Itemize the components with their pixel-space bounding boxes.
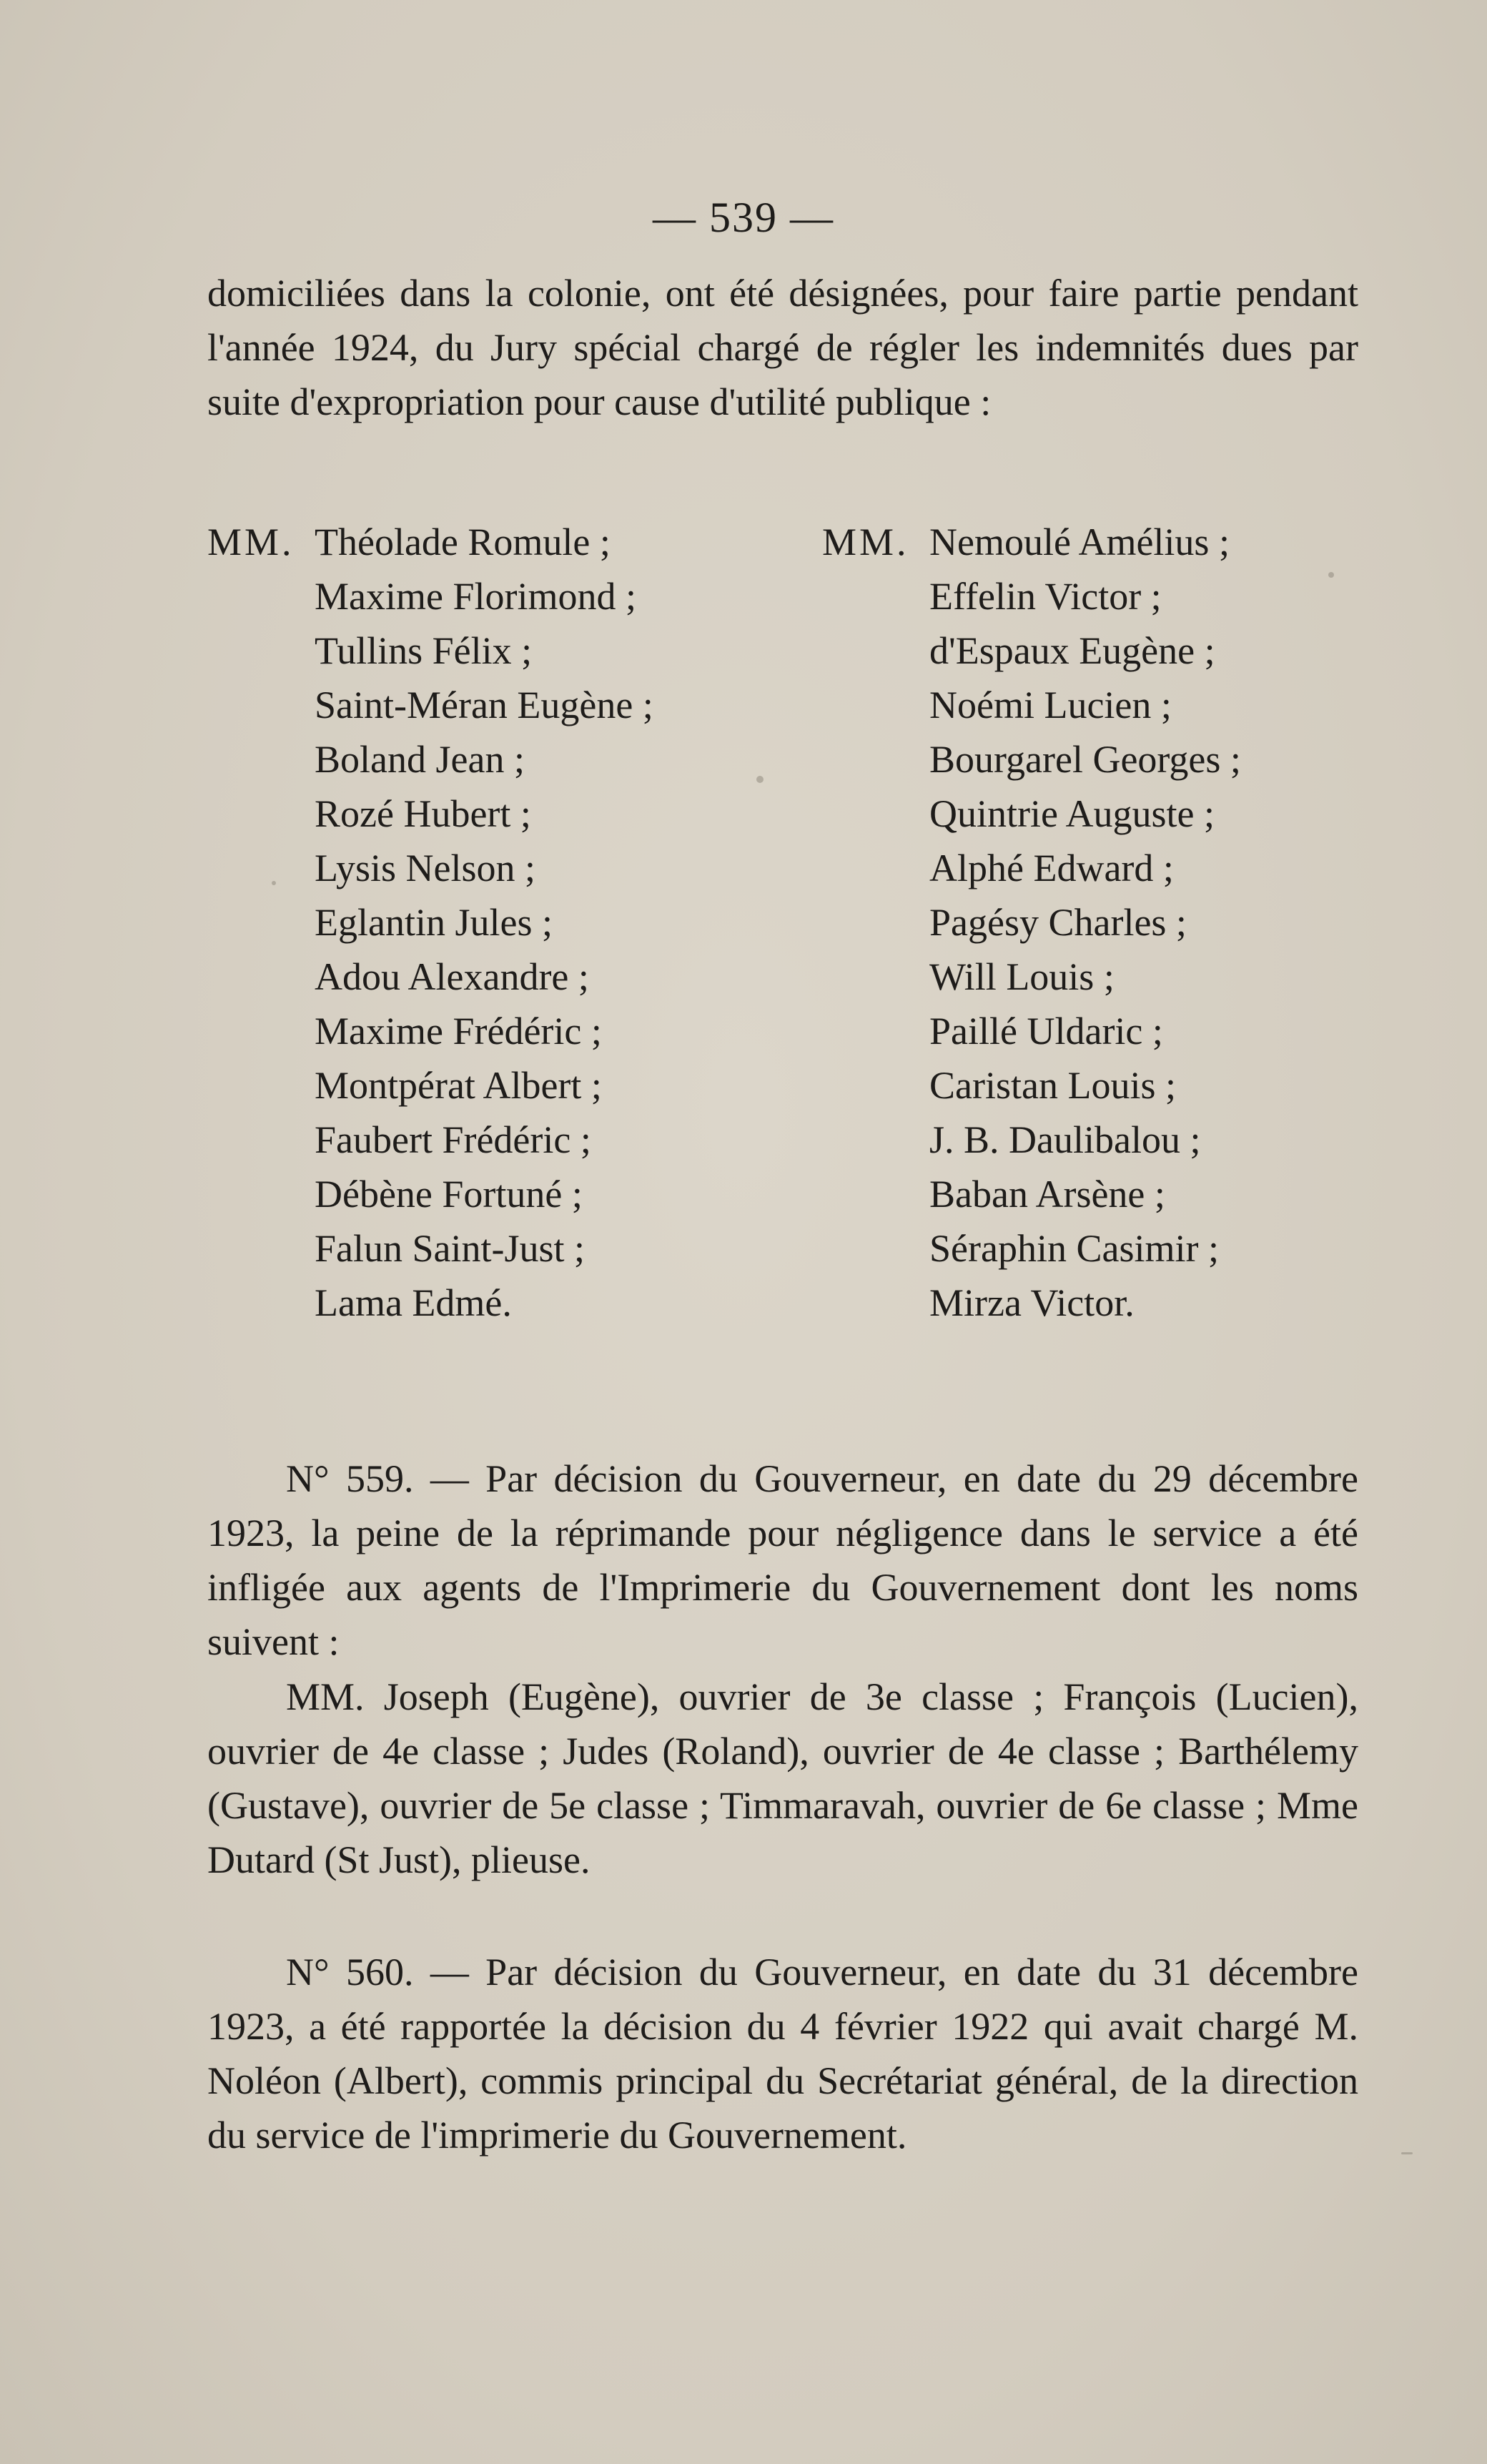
jury-name-item: Lama Edmé. (315, 1281, 512, 1324)
paper-speck (272, 881, 276, 885)
jury-name-item: d'Espaux Eugène ; (929, 629, 1215, 672)
jury-name-item: Will Louis ; (929, 955, 1115, 998)
jury-name-item: Boland Jean ; (315, 738, 525, 781)
jury-name-item: Nemoulé Amélius ; (929, 521, 1230, 563)
jury-name-item: Adou Alexandre ; (315, 955, 589, 998)
jury-name-item: Saint-Méran Eugène ; (315, 684, 653, 726)
jury-name-item: Eglantin Jules ; (315, 901, 553, 944)
jury-name-item: Tullins Félix ; (315, 629, 533, 672)
jury-name-item: Falun Saint-Just ; (315, 1227, 586, 1270)
jury-name-item: Rozé Hubert ; (315, 792, 531, 835)
decision-559-staff-paragraph: MM. Joseph (Eugène), ouvrier de 3e classe ; François (Lucien), ouvrier de 4e classe ; Judes (Roland), ouvrier de 4e classe ; Barthélemy (Gustave), ouvrier de 5e classe ; Timmaravah, ouvrier de 6e classe ; Mme Dutard (St Just), plieuse. (207, 1675, 1358, 1881)
jury-name-item: Maxime Florimond ; (315, 575, 636, 618)
paper-speck (1328, 572, 1334, 578)
jury-name-item: Paillé Uldaric ; (929, 1010, 1163, 1053)
jury-name-item: J. B. Daulibalou ; (929, 1118, 1201, 1161)
names-prefix-left: MM. (207, 521, 295, 563)
jury-name-item: Mirza Victor. (929, 1281, 1135, 1324)
jury-name-item: Caristan Louis ; (929, 1064, 1176, 1107)
jury-name-item: Noémi Lucien ; (929, 684, 1172, 726)
jury-name-item: Montpérat Albert ; (315, 1064, 602, 1107)
jury-name-item: Effelin Victor ; (929, 575, 1162, 618)
jury-name-item: Faubert Frédéric ; (315, 1118, 591, 1161)
paper-speck (1401, 2152, 1413, 2154)
intro-paragraph: domiciliées dans la colonie, ont été désignées, pour faire partie pendant l'année 1924, du Jury spécial chargé de régler les indemnités dues par suite d'expropriation pour cause d'utilité publique : (207, 272, 1358, 423)
paper-speck (756, 776, 764, 783)
names-list-right (929, 515, 1241, 1330)
page-number: — 539 — (653, 194, 834, 241)
jury-name-item: Baban Arsène ; (929, 1173, 1165, 1216)
jury-name-item: Théolade Romule ; (315, 521, 611, 563)
jury-name-item: Séraphin Casimir ; (929, 1227, 1219, 1270)
jury-name-item: Quintrie Auguste ; (929, 792, 1215, 835)
names-list-left (315, 515, 653, 1330)
jury-name-item: Maxime Frédéric ; (315, 1010, 602, 1053)
names-prefix-right: MM. (822, 521, 909, 563)
jury-name-item: Pagésy Charles ; (929, 901, 1187, 944)
jury-name-item: Alphé Edward ; (929, 847, 1174, 889)
decision-559-paragraph: N° 559. — Par décision du Gouverneur, en date du 29 décembre 1923, la peine de la réprimande pour négligence dans le service a été infligée aux agents de l'Imprimerie du Gouvernement dont les noms suivent : (207, 1457, 1358, 1663)
decision-560-paragraph: N° 560. — Par décision du Gouverneur, en date du 31 décembre 1923, a été rapportée la décision du 4 février 1922 qui avait chargé M. Noléon (Albert), commis principal du Secrétariat général, de la direction du service de l'imprimerie du Gouvernement. (207, 1951, 1358, 2157)
jury-name-item: Lysis Nelson ; (315, 847, 536, 889)
jury-name-item: Débène Fortuné ; (315, 1173, 583, 1216)
jury-name-item: Bourgarel Georges ; (929, 738, 1241, 781)
